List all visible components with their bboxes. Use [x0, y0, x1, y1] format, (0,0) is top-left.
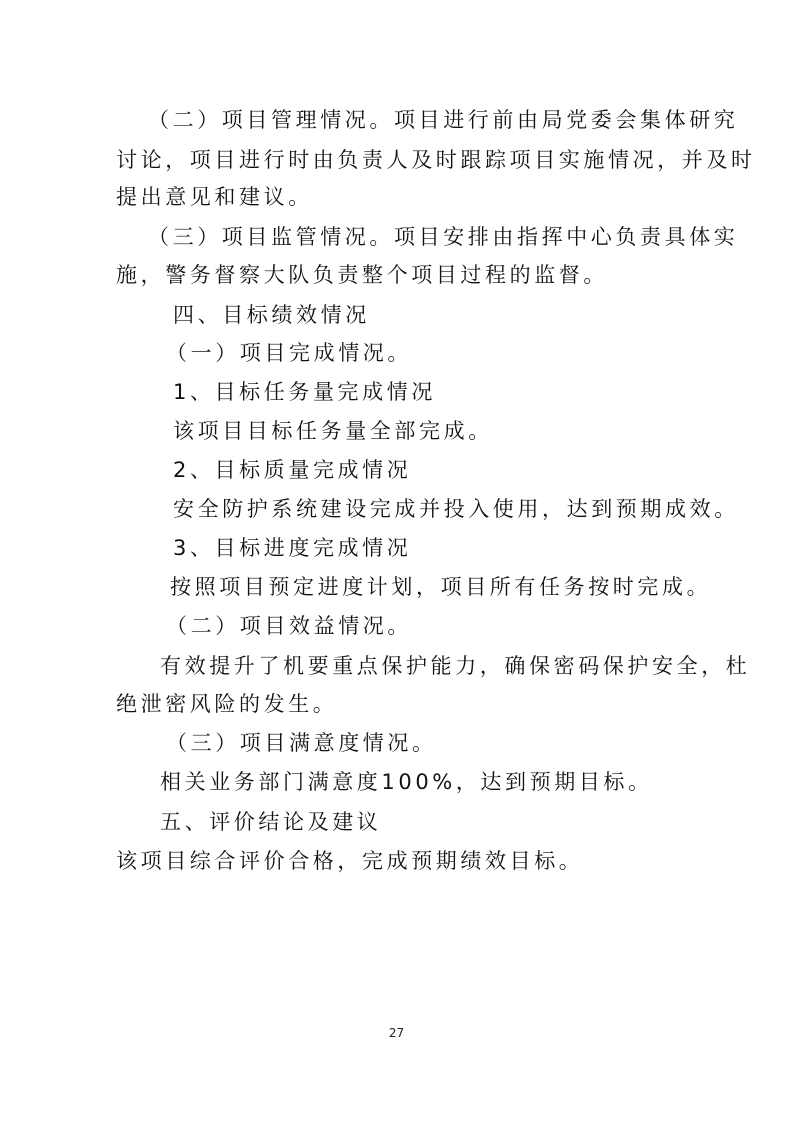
- paragraph-line: 有效提升了机要重点保护能力，确保密码保护安全，杜: [160, 654, 751, 678]
- paragraph-line: 安全防护系统建设完成并投入使用，达到预期成效。: [173, 497, 739, 521]
- item-heading: 2、目标质量完成情况: [173, 458, 412, 482]
- item-heading: 3、目标进度完成情况: [173, 536, 412, 560]
- paragraph-line: （三）项目监管情况。项目安排由指挥中心负责具体实: [148, 225, 739, 249]
- paragraph-line: 相关业务部门满意度100%，达到预期目标。: [160, 770, 653, 794]
- paragraph-line: （二）项目管理情况。项目进行前由局党委会集体研究: [148, 108, 739, 132]
- section-heading: 五、评价结论及建议: [160, 810, 382, 834]
- subsection-heading: （二）项目效益情况。: [166, 614, 412, 638]
- paragraph-line: 该项目综合评价合格，完成预期绩效目标。: [116, 849, 584, 873]
- subsection-heading: （三）项目满意度情况。: [166, 731, 437, 755]
- subsection-heading: （一）项目完成情况。: [166, 341, 412, 365]
- paragraph-line: 按照项目预定进度计划，项目所有任务按时完成。: [170, 575, 712, 599]
- paragraph-line: 施，警务督察大队负责整个项目过程的监督。: [116, 263, 608, 287]
- paragraph-line: 讨论，项目进行时由负责人及时跟踪项目实施情况，并及时: [116, 148, 756, 172]
- section-heading: 四、目标绩效情况: [173, 303, 370, 327]
- paragraph-line: 该项目目标任务量全部完成。: [173, 419, 493, 443]
- paragraph-line: 绝泄密风险的发生。: [116, 692, 338, 716]
- page-number: 27: [388, 1026, 405, 1040]
- item-heading: 1、目标任务量完成情况: [173, 380, 436, 404]
- paragraph-line: 提出意见和建议。: [116, 185, 313, 209]
